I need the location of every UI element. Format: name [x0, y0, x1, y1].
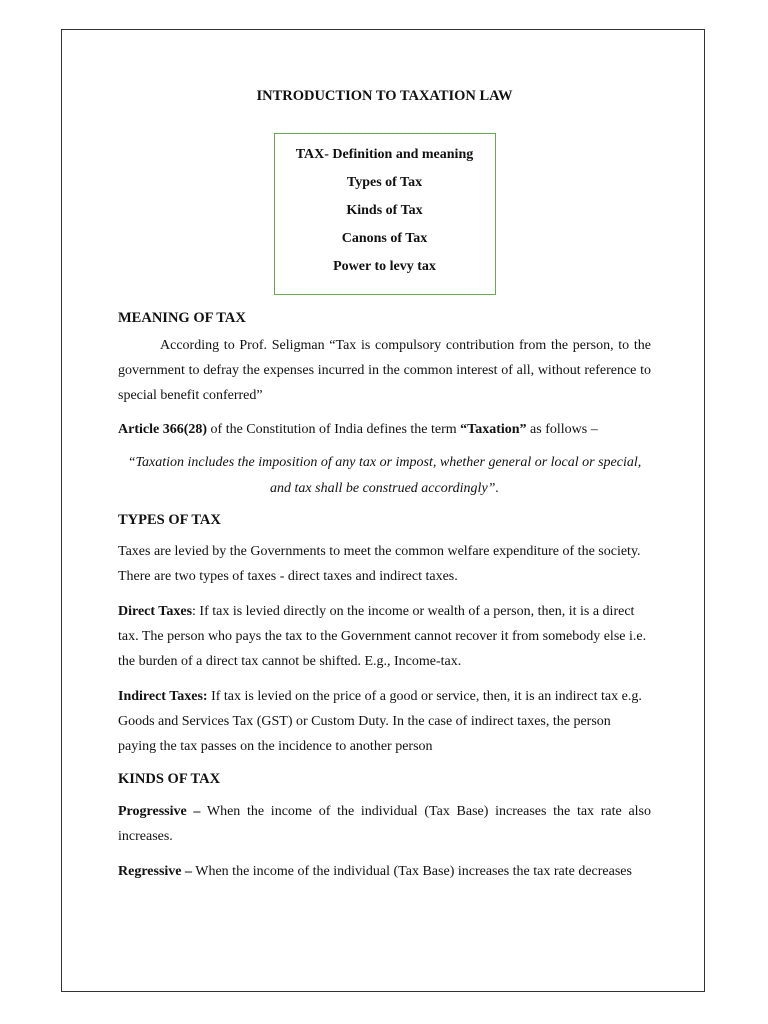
regressive-paragraph — [118, 859, 651, 884]
direct-taxes-paragraph — [118, 599, 651, 674]
topic-item: TAX- Definition and meaning — [295, 147, 474, 162]
progressive-label: Progressive – — [118, 804, 201, 819]
article-text: of the Constitution of India defines the term — [207, 422, 461, 437]
regressive-label: Regressive – — [118, 864, 192, 879]
regressive-text: When the income of the individual (Tax Base) increases the tax rate decreases — [192, 864, 632, 879]
meaning-heading: MEANING OF TAX — [118, 310, 246, 326]
article-paragraph — [118, 417, 651, 442]
taxation-quote: “Taxation includes the imposition of any tax or impost, whether general or local or special, and tax shall be construed accordingly”. — [127, 455, 642, 496]
document-page — [61, 29, 705, 992]
seligman-definition: According to Prof. Seligman “Tax is compulsory contribution from the person, to the government to defray the expenses incurred in the common interest of all, without reference to special benefit conferred” — [118, 338, 651, 403]
indirect-taxes-text: If tax is levied on the price of a good or service, then, it is an indirect tax e.g. Goods and Services Tax (GST) or Custom Duty. In the case of indirect taxes, the person paying the tax passes on the incidence to another person — [118, 689, 642, 754]
topic-item: Power to levy tax — [333, 259, 436, 274]
indirect-taxes-paragraph — [118, 684, 651, 759]
topic-item: Kinds of Tax — [346, 203, 423, 218]
article-reference: Article 366(28) — [118, 422, 208, 437]
page-content — [118, 86, 651, 884]
topic-item: Canons of Tax — [341, 231, 428, 246]
types-intro: Taxes are levied by the Governments to meet the common welfare expenditure of the society. There are two types of taxes - direct taxes and indirect taxes. — [118, 544, 641, 584]
progressive-text: When the income of the individual (Tax Base) increases the tax rate also increases. — [118, 804, 651, 844]
topics-box — [274, 133, 496, 295]
kinds-heading: KINDS OF TAX — [118, 771, 221, 787]
article-text-end: as follows – — [526, 422, 598, 437]
types-heading: TYPES OF TAX — [118, 512, 221, 528]
direct-taxes-label: Direct Taxes — [118, 604, 193, 619]
topic-item: Types of Tax — [346, 175, 423, 190]
direct-taxes-text: : If tax is levied directly on the income or wealth of a person, then, it is a direct tax. The person who pays the tax to the Government cannot recover it from somebody else i.e. the burden of a direct tax cannot be shifted. E.g., Income-tax. — [118, 604, 647, 669]
progressive-paragraph — [118, 799, 651, 849]
document-title: INTRODUCTION TO TAXATION LAW — [256, 88, 513, 104]
indirect-taxes-label: Indirect Taxes: — [118, 689, 208, 704]
article-term: “Taxation” — [460, 422, 527, 437]
